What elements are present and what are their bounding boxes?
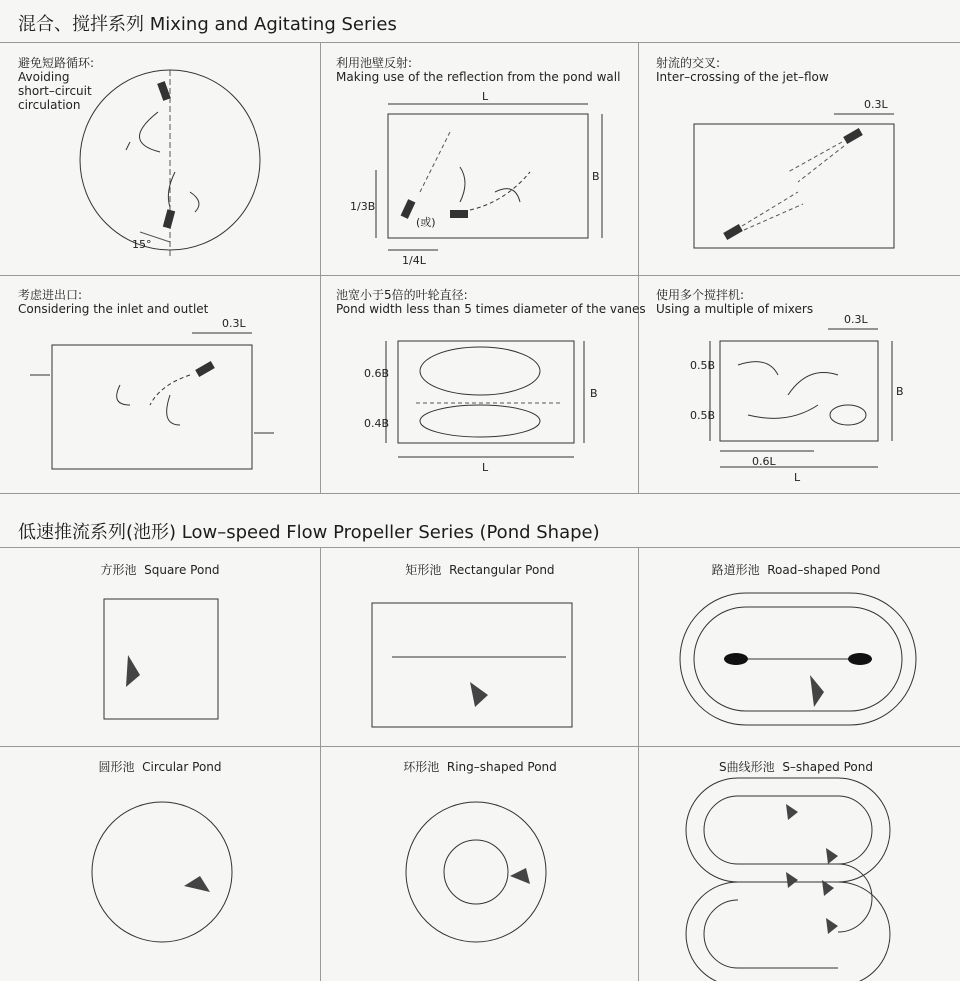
diagram-road-pond: [638, 547, 960, 746]
caption-zh: 路道形池: [711, 563, 760, 577]
dim-L: L: [482, 90, 489, 103]
section-title-flow-propeller: 低速推流系列(池形) Low–speed Flow Propeller Series (Pond Shape): [18, 522, 600, 543]
dim-B: B: [592, 170, 600, 183]
caption-zh: S曲线形池: [719, 760, 775, 774]
label-en: short–circuit: [18, 84, 92, 98]
caption-en: Circular Pond: [142, 760, 222, 774]
caption-zh: 矩形池: [405, 563, 442, 577]
label-en: circulation: [18, 98, 81, 112]
dim-0.4B: 0.4B: [364, 417, 390, 430]
caption-zh: 方形池: [100, 563, 137, 577]
diagram-ring-pond: [320, 746, 638, 981]
mixer-icon: [843, 128, 863, 144]
diagram-square-pond: [0, 547, 320, 746]
propeller-icon: [786, 872, 798, 888]
label-en: Inter–crossing of the jet–flow: [656, 70, 829, 84]
propeller-icon: [786, 804, 798, 820]
angle-label: 15°: [132, 238, 152, 251]
diagram-rectangular-pond: [320, 547, 638, 746]
mixer-icon: [195, 361, 215, 377]
caption-zh: 环形池: [403, 760, 440, 774]
dim-1-3B: 1/3B: [350, 200, 376, 213]
label-zh: 考虑进出口:: [18, 288, 83, 302]
label-en: Considering the inlet and outlet: [18, 302, 209, 316]
caption-en: S–shaped Pond: [782, 760, 873, 774]
mixer-icon: [450, 210, 468, 218]
label-en: Pond width less than 5 times diameter of the vanes: [336, 302, 646, 316]
diagram-jet-crossing: [638, 42, 960, 275]
dim-L: L: [794, 471, 801, 484]
propeller-icon: [184, 876, 210, 892]
caption-zh: 圆形池: [98, 760, 135, 774]
diagram-wall-reflection: [320, 42, 638, 275]
diagram-s-pond: [638, 746, 960, 981]
dim-0.5B: 0.5B: [690, 359, 716, 372]
mixer-icon: [401, 199, 416, 219]
label-zh: 使用多个搅拌机:: [656, 288, 745, 302]
dim-0.6B: 0.6B: [364, 367, 390, 380]
propeller-icon: [826, 848, 838, 864]
caption-en: Ring–shaped Pond: [446, 760, 557, 774]
divider: [0, 493, 960, 494]
caption-en: Rectangular Pond: [449, 563, 555, 577]
diagram-pond-width: [320, 275, 638, 493]
dim-0.5B: 0.5B: [690, 409, 716, 422]
label-zh: 利用池壁反射:: [336, 56, 413, 70]
label-zh: 射流的交叉:: [656, 56, 721, 70]
dim-L: L: [482, 461, 489, 474]
mixer-icon: [157, 81, 171, 101]
propeller-icon: [470, 682, 488, 707]
dim-B: B: [590, 387, 598, 400]
mixer-icon: [723, 224, 743, 240]
dim-0.3L: 0.3L: [844, 313, 868, 326]
label-en: Making use of the reflection from the pond wall: [336, 70, 621, 84]
diagram-multiple-mixers: [638, 275, 960, 493]
label-en: Avoiding: [18, 70, 70, 84]
diagram-avoid-short-circuit: [0, 42, 320, 275]
diagram-circular-pond: [0, 746, 320, 981]
label-zh: 避免短路循环:: [18, 56, 95, 70]
diagram-inlet-outlet: [0, 275, 320, 493]
caption-en: Square Pond: [144, 563, 220, 577]
dim-0.3L: 0.3L: [222, 317, 246, 330]
dim-1-4L: 1/4L: [402, 254, 426, 267]
propeller-icon: [510, 868, 530, 884]
caption-en: Road–shaped Pond: [767, 563, 881, 577]
propeller-icon: [126, 655, 140, 687]
note-or: (或): [416, 216, 436, 229]
dim-0.6L: 0.6L: [752, 455, 776, 468]
label-zh: 池宽小于5倍的叶轮直径:: [336, 288, 468, 302]
label-en: Using a multiple of mixers: [656, 302, 814, 316]
dim-B: B: [896, 385, 904, 398]
propeller-icon: [810, 675, 824, 707]
mixer-icon: [163, 209, 175, 228]
section-title-mixing: 混合、搅拌系列 Mixing and Agitating Series: [18, 14, 397, 35]
dim-0.3L: 0.3L: [864, 98, 888, 111]
propeller-icon: [826, 918, 838, 934]
